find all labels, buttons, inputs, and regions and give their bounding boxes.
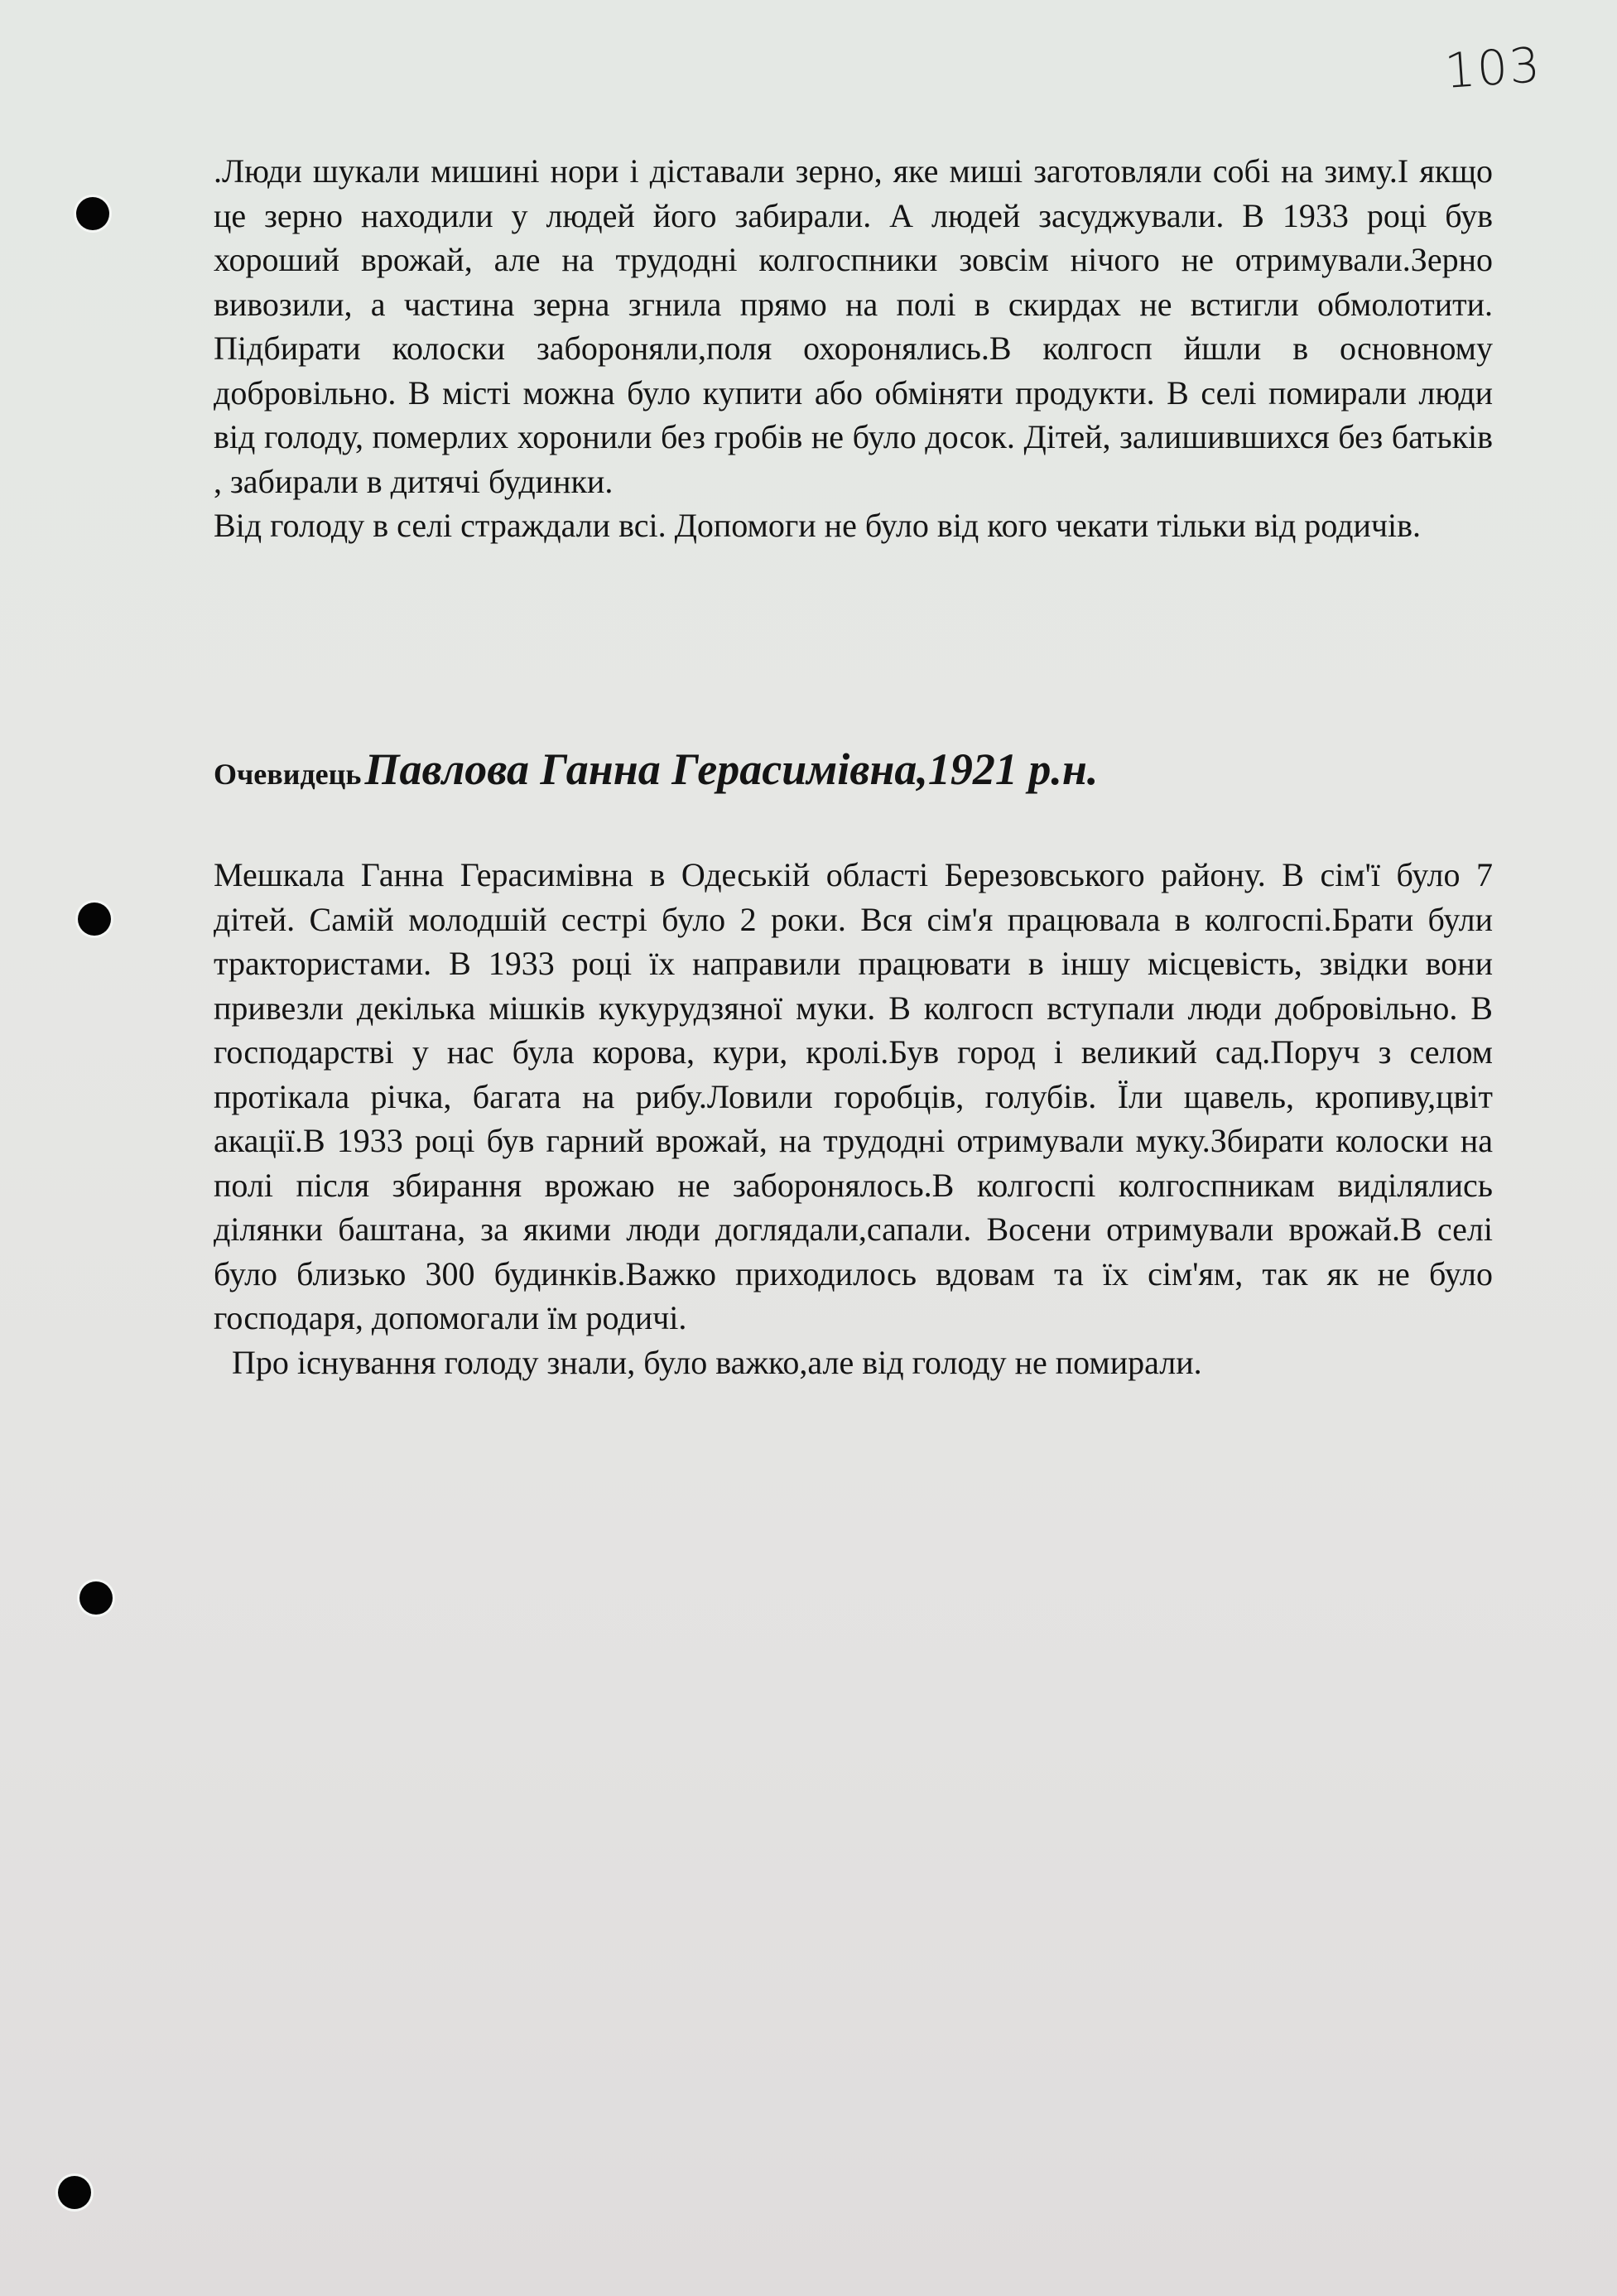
paragraph: .Люди шукали мишині нори і діставали зерно, яке миші заготовляли собі на зиму.І якщо це зерно находили у людей його забирали. А людей засуджували. В 1933 році був хороший врожай, але на трудодні колгоспники зовсім нічого не отримували.Зерно вивозили, а частина зерна згнила прямо на полі в скирдах не встигли обмолотити. Підбирати колоски забороняли,поля охоронялись.В колгосп йшли в основному добровільно. В місті можна було купити або обміняти продукти. В селі помирали люди від голоду, померлих хоронили без гробів не було досок. Дітей, залишившихся без батьків , забирали в дитячі будинки. bbox=[214, 152, 1493, 500]
witness-label: Очевидець bbox=[214, 758, 362, 791]
punch-hole bbox=[78, 903, 111, 936]
punch-hole bbox=[79, 1581, 113, 1615]
witness-heading bbox=[214, 744, 1493, 795]
paragraph: Мешкала Ганна Герасимівна в Одеській області Березовського району. В сім'ї було 7 дітей. Самій молодшій сестрі було 2 роки. Вся сім'я працювала в колгоспі.Брати були трактористами. В 1933 році їх направили працювати в іншу місцевість, звідки вони привезли декілька мішків кукурудзяної муки. В колгосп вступали люди добровільно. В господарстві у нас була корова, кури, кролі.Був город і великий сад.Поруч з селом протікала річка, багата на рибу.Ловили горобців, голубів. Їли щавель, кропиву,цвіт акації.В 1933 році був гарний врожай, на трудодні отримували муку.Збирати колоски на полі після збирання врожаю не заборонялось.В колгоспі колгоспникам виділялись ділянки баштана, за якими люди доглядали,сапали. Восени отримували врожай.В селі було близько 300 будинків.Важко приходилось вдовам та їх сім'ям, так як не було господаря, допомогали їм родичі. bbox=[214, 856, 1493, 1336]
testimony-continuation bbox=[214, 149, 1493, 548]
punch-hole bbox=[58, 2176, 91, 2209]
paragraph: Від голоду в селі страждали всі. Допомоги не було від кого чекати тільки від родичів. bbox=[214, 507, 1422, 544]
page-number: 103 bbox=[1442, 36, 1543, 99]
punch-hole bbox=[76, 197, 109, 230]
witness-testimony bbox=[214, 853, 1493, 1384]
witness-name: Павлова Ганна Герасимівна,1921 р.н. bbox=[364, 744, 1099, 794]
paragraph: Про існування голоду знали, було важко,але від голоду не помирали. bbox=[232, 1343, 1202, 1381]
